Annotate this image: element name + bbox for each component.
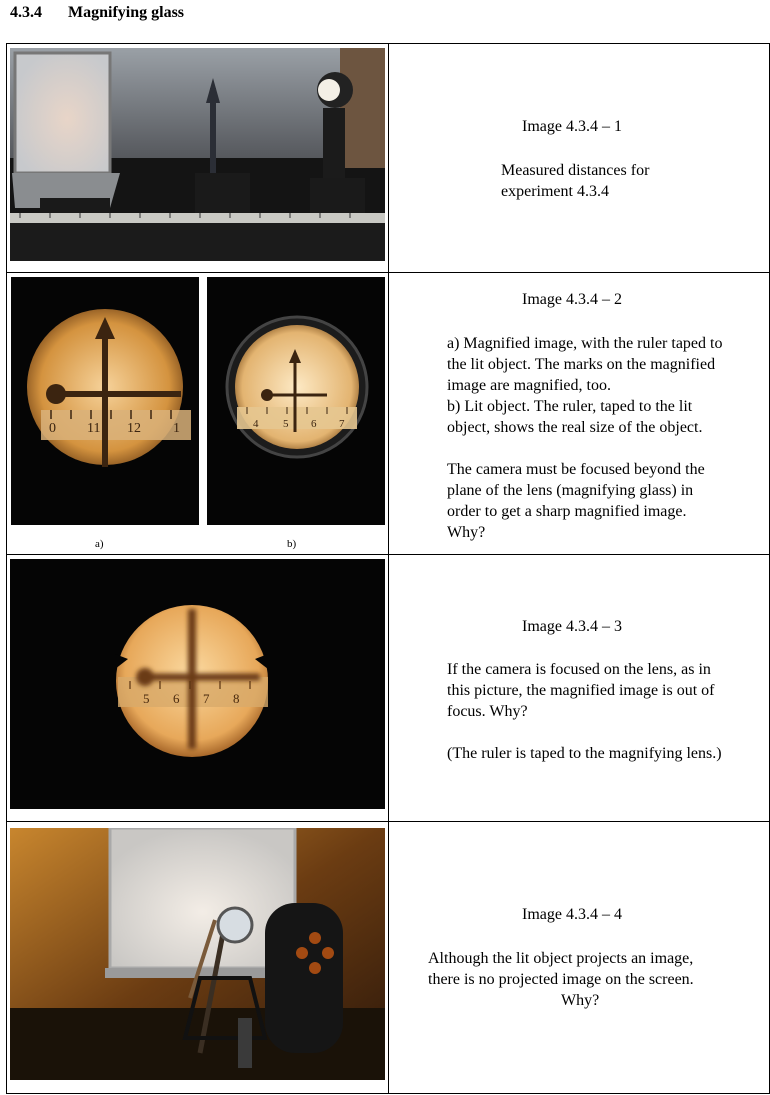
table-row [7, 273, 770, 555]
caption-text: Although the lit object projects an image, there is no projected image on the screen. Why? [428, 950, 694, 1009]
image-cell [7, 44, 389, 273]
text-cell [389, 822, 770, 1094]
lens-focused-photo [10, 559, 385, 809]
figure-table [6, 43, 770, 1094]
image-cell [7, 273, 389, 555]
subfigure-label-a: a) [95, 538, 104, 550]
ruler-label: 7 [203, 691, 210, 706]
ruler-a-label: 0 [49, 421, 56, 436]
caption-text: If the camera is focused on the lens, as in this picture, the magnified image is out of focus. Why? (The ruler is taped to the magnifying lens.) [447, 661, 722, 762]
magnified-image-photo-a [11, 277, 199, 525]
ruler-b-label: 5 [283, 418, 289, 430]
ruler-b-label: 6 [311, 418, 317, 430]
text-cell [389, 555, 770, 822]
image-cell [7, 822, 389, 1094]
image-caption: Image 4.3.4 – 4 [522, 906, 622, 923]
subfigure-label-b: b) [287, 538, 297, 550]
table-row [7, 44, 770, 273]
ruler-label: 6 [173, 691, 180, 706]
ruler-a-label: 12 [127, 421, 141, 436]
text-cell [389, 273, 770, 555]
table-row [7, 555, 770, 822]
section-number: 4.3.4 [10, 4, 42, 21]
ruler-a-label: 1 [173, 421, 180, 436]
image-caption: Image 4.3.4 – 2 [522, 291, 622, 308]
ruler-b-label: 4 [253, 418, 259, 430]
ruler-label: 8 [233, 691, 240, 706]
ruler-b-label: 7 [339, 418, 345, 430]
ruler-a-label: 11 [87, 421, 101, 436]
ruler-label: 5 [143, 691, 150, 706]
image-cell [7, 555, 389, 822]
lamp-and-screen-photo [10, 828, 385, 1080]
lit-object-photo-b [207, 277, 385, 525]
optical-bench-photo [10, 48, 385, 261]
caption-text: Measured distances for experiment 4.3.4 [501, 162, 650, 200]
section-title: Magnifying glass [68, 4, 185, 21]
text-cell [389, 44, 770, 273]
image-caption: Image 4.3.4 – 3 [522, 618, 622, 635]
section-heading [10, 4, 184, 22]
table-row [7, 822, 770, 1094]
caption-text: a) Magnified image, with the ruler taped to the lit object. The marks on the magnified image are magnified, too. b) Lit object. The ruler, taped to the lit object, shows the real size of the object. The camera must be focused beyond the plane of the lens (magnifying glass) in order to get a sharp magnified image. Why? [447, 335, 723, 541]
image-caption: Image 4.3.4 – 1 [522, 118, 622, 135]
